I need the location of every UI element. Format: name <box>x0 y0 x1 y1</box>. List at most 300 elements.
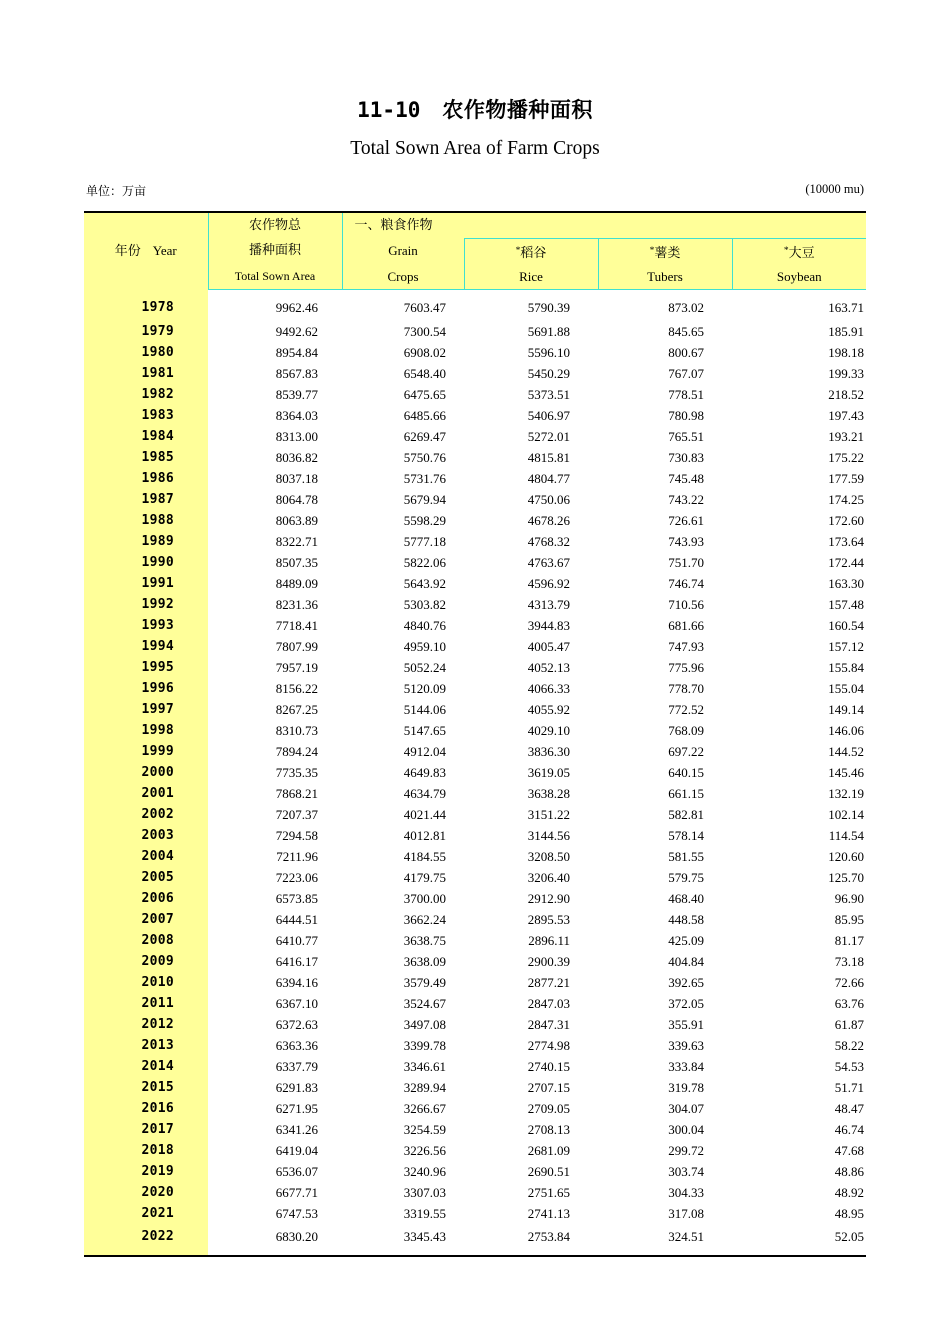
cell-tubers: 751.70 <box>598 552 732 573</box>
cell-tubers: 339.63 <box>598 1035 732 1056</box>
column-header-total-line1: 农作物总 <box>208 212 342 239</box>
cell-soybean: 163.30 <box>732 573 866 594</box>
cell-rice: 3836.30 <box>464 741 598 762</box>
cell-grain-crops: 4649.83 <box>342 762 464 783</box>
cell-year: 1996 <box>84 678 208 699</box>
cell-tubers: 581.55 <box>598 846 732 867</box>
cell-grain-crops: 3346.61 <box>342 1056 464 1077</box>
cell-total-sown-area: 6271.95 <box>208 1098 342 1119</box>
cell-grain-crops: 7300.54 <box>342 321 464 342</box>
cell-grain-crops: 4912.04 <box>342 741 464 762</box>
cell-tubers: 300.04 <box>598 1119 732 1140</box>
cell-total-sown-area: 8156.22 <box>208 678 342 699</box>
cell-total-sown-area: 9492.62 <box>208 321 342 342</box>
table-row <box>84 321 866 342</box>
cell-tubers: 697.22 <box>598 741 732 762</box>
cell-soybean: 61.87 <box>732 1014 866 1035</box>
cell-tubers: 333.84 <box>598 1056 732 1077</box>
cell-tubers: 710.56 <box>598 594 732 615</box>
table-row <box>84 552 866 573</box>
table-row <box>84 720 866 741</box>
cell-grain-crops: 4021.44 <box>342 804 464 825</box>
cell-rice: 4750.06 <box>464 489 598 510</box>
table-row <box>84 1014 866 1035</box>
cell-grain-crops: 6485.66 <box>342 405 464 426</box>
cell-year: 2004 <box>84 846 208 867</box>
cell-year: 2021 <box>84 1203 208 1224</box>
cell-year: 2000 <box>84 762 208 783</box>
cell-total-sown-area: 8539.77 <box>208 384 342 405</box>
cell-rice: 5450.29 <box>464 363 598 384</box>
cell-soybean: 218.52 <box>732 384 866 405</box>
cell-year: 1995 <box>84 657 208 678</box>
cell-rice: 2740.15 <box>464 1056 598 1077</box>
cell-tubers: 579.75 <box>598 867 732 888</box>
cell-total-sown-area: 8231.36 <box>208 594 342 615</box>
table-row <box>84 363 866 384</box>
cell-grain-crops: 3638.09 <box>342 951 464 972</box>
table-row <box>84 468 866 489</box>
cell-soybean: 46.74 <box>732 1119 866 1140</box>
cell-tubers: 778.51 <box>598 384 732 405</box>
cell-tubers: 448.58 <box>598 909 732 930</box>
cell-rice: 2877.21 <box>464 972 598 993</box>
table-row <box>84 951 866 972</box>
cell-total-sown-area: 6416.17 <box>208 951 342 972</box>
cell-total-sown-area: 6363.36 <box>208 1035 342 1056</box>
sown-area-table <box>84 211 866 1257</box>
cell-soybean: 172.60 <box>732 510 866 531</box>
cell-soybean: 72.66 <box>732 972 866 993</box>
cell-year: 2008 <box>84 930 208 951</box>
cell-tubers: 746.74 <box>598 573 732 594</box>
table-row <box>84 678 866 699</box>
cell-total-sown-area: 8313.00 <box>208 426 342 447</box>
cell-soybean: 85.95 <box>732 909 866 930</box>
cell-tubers: 768.09 <box>598 720 732 741</box>
cell-total-sown-area: 7207.37 <box>208 804 342 825</box>
table-row <box>84 657 866 678</box>
table-row <box>84 972 866 993</box>
table-row <box>84 783 866 804</box>
cell-total-sown-area: 8364.03 <box>208 405 342 426</box>
table-row <box>84 426 866 447</box>
cell-soybean: 157.12 <box>732 636 866 657</box>
column-header-soybean-zh <box>732 238 866 264</box>
table-number: 11-10 <box>357 98 421 122</box>
cell-soybean: 149.14 <box>732 699 866 720</box>
cell-soybean: 47.68 <box>732 1140 866 1161</box>
cell-tubers: 726.61 <box>598 510 732 531</box>
soybean-label-zh: 大豆 <box>788 245 815 261</box>
tubers-star-marker: * <box>649 245 655 256</box>
cell-rice: 2847.03 <box>464 993 598 1014</box>
cell-total-sown-area: 6677.71 <box>208 1182 342 1203</box>
cell-year: 2012 <box>84 1014 208 1035</box>
cell-year: 2006 <box>84 888 208 909</box>
cell-soybean: 96.90 <box>732 888 866 909</box>
column-header-tubers-en: Tubers <box>598 264 732 290</box>
cell-year: 2005 <box>84 867 208 888</box>
cell-grain-crops: 6475.65 <box>342 384 464 405</box>
cell-total-sown-area: 6410.77 <box>208 930 342 951</box>
cell-grain-crops: 6548.40 <box>342 363 464 384</box>
cell-year: 1983 <box>84 405 208 426</box>
table-row <box>84 888 866 909</box>
cell-grain-crops: 5777.18 <box>342 531 464 552</box>
cell-grain-crops: 3638.75 <box>342 930 464 951</box>
cell-year: 1982 <box>84 384 208 405</box>
table-row <box>84 531 866 552</box>
cell-total-sown-area: 6573.85 <box>208 888 342 909</box>
cell-rice: 5691.88 <box>464 321 598 342</box>
cell-year: 1984 <box>84 426 208 447</box>
cell-tubers: 747.93 <box>598 636 732 657</box>
cell-rice: 4815.81 <box>464 447 598 468</box>
cell-total-sown-area: 8036.82 <box>208 447 342 468</box>
cell-total-sown-area: 8489.09 <box>208 573 342 594</box>
cell-grain-crops: 6269.47 <box>342 426 464 447</box>
cell-grain-crops: 6908.02 <box>342 342 464 363</box>
column-header-tubers-zh <box>598 238 732 264</box>
cell-rice: 2707.15 <box>464 1077 598 1098</box>
soybean-star-marker: * <box>783 245 789 256</box>
table-row <box>84 867 866 888</box>
cell-year: 2007 <box>84 909 208 930</box>
cell-total-sown-area: 8310.73 <box>208 720 342 741</box>
cell-tubers: 681.66 <box>598 615 732 636</box>
cell-grain-crops: 5643.92 <box>342 573 464 594</box>
cell-year: 2020 <box>84 1182 208 1203</box>
cell-rice: 4055.92 <box>464 699 598 720</box>
cell-year: 1989 <box>84 531 208 552</box>
cell-soybean: 132.19 <box>732 783 866 804</box>
cell-grain-crops: 4184.55 <box>342 846 464 867</box>
cell-grain-crops: 5147.65 <box>342 720 464 741</box>
cell-year: 1998 <box>84 720 208 741</box>
cell-tubers: 800.67 <box>598 342 732 363</box>
cell-soybean: 48.86 <box>732 1161 866 1182</box>
cell-total-sown-area: 8063.89 <box>208 510 342 531</box>
cell-year: 2022 <box>84 1224 208 1256</box>
column-header-rice-zh <box>464 238 598 264</box>
table-row <box>84 1182 866 1203</box>
cell-year: 1979 <box>84 321 208 342</box>
cell-year: 1997 <box>84 699 208 720</box>
cell-tubers: 425.09 <box>598 930 732 951</box>
table-row <box>84 762 866 783</box>
cell-year: 1994 <box>84 636 208 657</box>
cell-rice: 4678.26 <box>464 510 598 531</box>
cell-rice: 2709.05 <box>464 1098 598 1119</box>
cell-total-sown-area: 6291.83 <box>208 1077 342 1098</box>
cell-grain-crops: 5731.76 <box>342 468 464 489</box>
cell-rice: 4768.32 <box>464 531 598 552</box>
cell-tubers: 743.93 <box>598 531 732 552</box>
cell-total-sown-area: 8954.84 <box>208 342 342 363</box>
cell-grain-crops: 4179.75 <box>342 867 464 888</box>
table-row <box>84 1140 866 1161</box>
cell-grain-crops: 5052.24 <box>342 657 464 678</box>
cell-tubers: 324.51 <box>598 1224 732 1256</box>
cell-year: 2014 <box>84 1056 208 1077</box>
cell-soybean: 114.54 <box>732 825 866 846</box>
cell-soybean: 51.71 <box>732 1077 866 1098</box>
cell-year: 2003 <box>84 825 208 846</box>
cell-tubers: 582.81 <box>598 804 732 825</box>
cell-tubers: 640.15 <box>598 762 732 783</box>
header-row-top <box>84 212 866 239</box>
cell-tubers: 730.83 <box>598 447 732 468</box>
cell-year: 1990 <box>84 552 208 573</box>
cell-soybean: 157.48 <box>732 594 866 615</box>
cell-total-sown-area: 6536.07 <box>208 1161 342 1182</box>
cell-tubers: 319.78 <box>598 1077 732 1098</box>
cell-rice: 3206.40 <box>464 867 598 888</box>
cell-year: 1993 <box>84 615 208 636</box>
cell-tubers: 468.40 <box>598 888 732 909</box>
table-row <box>84 384 866 405</box>
cell-total-sown-area: 6341.26 <box>208 1119 342 1140</box>
cell-total-sown-area: 6830.20 <box>208 1224 342 1256</box>
cell-rice: 2751.65 <box>464 1182 598 1203</box>
cell-grain-crops: 5303.82 <box>342 594 464 615</box>
cell-total-sown-area: 7894.24 <box>208 741 342 762</box>
table-container <box>84 204 866 1257</box>
cell-rice: 3944.83 <box>464 615 598 636</box>
cell-rice: 5596.10 <box>464 342 598 363</box>
cell-soybean: 197.43 <box>732 405 866 426</box>
cell-soybean: 48.92 <box>732 1182 866 1203</box>
table-row <box>84 636 866 657</box>
cell-soybean: 63.76 <box>732 993 866 1014</box>
table-row <box>84 804 866 825</box>
cell-rice: 2900.39 <box>464 951 598 972</box>
cell-total-sown-area: 7807.99 <box>208 636 342 657</box>
table-row <box>84 1224 866 1256</box>
cell-total-sown-area: 8037.18 <box>208 468 342 489</box>
cell-rice: 3638.28 <box>464 783 598 804</box>
cell-tubers: 873.02 <box>598 289 732 321</box>
column-header-total-line2: 播种面积 <box>208 238 342 264</box>
cell-soybean: 173.64 <box>732 531 866 552</box>
cell-year: 1981 <box>84 363 208 384</box>
cell-total-sown-area: 8064.78 <box>208 489 342 510</box>
cell-rice: 4596.92 <box>464 573 598 594</box>
cell-grain-crops: 3289.94 <box>342 1077 464 1098</box>
cell-grain-crops: 7603.47 <box>342 289 464 321</box>
cell-year: 2018 <box>84 1140 208 1161</box>
column-header-grain-group <box>342 212 866 239</box>
table-row <box>84 1203 866 1224</box>
column-header-grain-label: 一、粮食作物 <box>354 217 433 233</box>
cell-year: 2010 <box>84 972 208 993</box>
cell-rice: 4763.67 <box>464 552 598 573</box>
rice-star-marker: * <box>515 245 521 256</box>
cell-tubers: 743.22 <box>598 489 732 510</box>
cell-total-sown-area: 7211.96 <box>208 846 342 867</box>
cell-rice: 4029.10 <box>464 720 598 741</box>
cell-total-sown-area: 8322.71 <box>208 531 342 552</box>
cell-year: 2001 <box>84 783 208 804</box>
cell-total-sown-area: 8507.35 <box>208 552 342 573</box>
cell-rice: 5790.39 <box>464 289 598 321</box>
table-row <box>84 1056 866 1077</box>
unit-row <box>84 160 866 204</box>
cell-grain-crops: 3700.00 <box>342 888 464 909</box>
cell-rice: 3619.05 <box>464 762 598 783</box>
cell-grain-crops: 5679.94 <box>342 489 464 510</box>
cell-grain-crops: 4012.81 <box>342 825 464 846</box>
column-header-grain-en1: Grain <box>342 238 464 264</box>
cell-tubers: 355.91 <box>598 1014 732 1035</box>
cell-total-sown-area: 6444.51 <box>208 909 342 930</box>
cell-total-sown-area: 7718.41 <box>208 615 342 636</box>
cell-total-sown-area: 9962.46 <box>208 289 342 321</box>
cell-year: 1987 <box>84 489 208 510</box>
cell-tubers: 765.51 <box>598 426 732 447</box>
cell-soybean: 160.54 <box>732 615 866 636</box>
cell-rice: 2774.98 <box>464 1035 598 1056</box>
table-row <box>84 825 866 846</box>
cell-tubers: 304.07 <box>598 1098 732 1119</box>
cell-grain-crops: 3399.78 <box>342 1035 464 1056</box>
cell-rice: 5272.01 <box>464 426 598 447</box>
cell-rice: 2912.90 <box>464 888 598 909</box>
cell-year: 2019 <box>84 1161 208 1182</box>
cell-tubers: 661.15 <box>598 783 732 804</box>
cell-soybean: 125.70 <box>732 867 866 888</box>
cell-total-sown-area: 6367.10 <box>208 993 342 1014</box>
cell-soybean: 120.60 <box>732 846 866 867</box>
cell-soybean: 52.05 <box>732 1224 866 1256</box>
cell-tubers: 745.48 <box>598 468 732 489</box>
cell-grain-crops: 3345.43 <box>342 1224 464 1256</box>
cell-rice: 4066.33 <box>464 678 598 699</box>
cell-rice: 2690.51 <box>464 1161 598 1182</box>
cell-total-sown-area: 6747.53 <box>208 1203 342 1224</box>
cell-grain-crops: 4840.76 <box>342 615 464 636</box>
cell-soybean: 177.59 <box>732 468 866 489</box>
cell-soybean: 54.53 <box>732 1056 866 1077</box>
cell-total-sown-area: 7735.35 <box>208 762 342 783</box>
cell-total-sown-area: 8567.83 <box>208 363 342 384</box>
cell-soybean: 58.22 <box>732 1035 866 1056</box>
cell-year: 1985 <box>84 447 208 468</box>
unit-label-chinese: 单位：万亩 <box>86 183 147 198</box>
cell-grain-crops: 4634.79 <box>342 783 464 804</box>
cell-tubers: 299.72 <box>598 1140 732 1161</box>
column-header-soybean-en: Soybean <box>732 264 866 290</box>
cell-rice: 3208.50 <box>464 846 598 867</box>
cell-rice: 5373.51 <box>464 384 598 405</box>
cell-tubers: 392.65 <box>598 972 732 993</box>
tubers-label-zh: 薯类 <box>654 245 681 261</box>
column-header-total-en: Total Sown Area <box>208 264 342 290</box>
cell-tubers: 304.33 <box>598 1182 732 1203</box>
cell-total-sown-area: 7294.58 <box>208 825 342 846</box>
cell-tubers: 404.84 <box>598 951 732 972</box>
cell-soybean: 48.47 <box>732 1098 866 1119</box>
cell-soybean: 73.18 <box>732 951 866 972</box>
page-title-english: Total Sown Area of Farm Crops <box>350 138 600 160</box>
table-header <box>84 212 866 290</box>
cell-year: 2016 <box>84 1098 208 1119</box>
cell-grain-crops: 5750.76 <box>342 447 464 468</box>
cell-grain-crops: 5822.06 <box>342 552 464 573</box>
cell-soybean: 172.44 <box>732 552 866 573</box>
cell-soybean: 145.46 <box>732 762 866 783</box>
cell-tubers: 317.08 <box>598 1203 732 1224</box>
column-header-rice-en: Rice <box>464 264 598 290</box>
cell-total-sown-area: 7223.06 <box>208 867 342 888</box>
cell-grain-crops: 5144.06 <box>342 699 464 720</box>
cell-tubers: 778.70 <box>598 678 732 699</box>
cell-year: 2015 <box>84 1077 208 1098</box>
table-body <box>84 289 866 1256</box>
cell-soybean: 174.25 <box>732 489 866 510</box>
cell-tubers: 372.05 <box>598 993 732 1014</box>
cell-rice: 2708.13 <box>464 1119 598 1140</box>
cell-soybean: 144.52 <box>732 741 866 762</box>
table-row <box>84 930 866 951</box>
cell-year: 2002 <box>84 804 208 825</box>
table-row <box>84 342 866 363</box>
cell-rice: 2847.31 <box>464 1014 598 1035</box>
table-row <box>84 909 866 930</box>
cell-soybean: 155.84 <box>732 657 866 678</box>
cell-year: 1986 <box>84 468 208 489</box>
cell-soybean: 198.18 <box>732 342 866 363</box>
cell-tubers: 303.74 <box>598 1161 732 1182</box>
cell-grain-crops: 3266.67 <box>342 1098 464 1119</box>
cell-year: 1992 <box>84 594 208 615</box>
table-row <box>84 405 866 426</box>
cell-soybean: 155.04 <box>732 678 866 699</box>
cell-soybean: 199.33 <box>732 363 866 384</box>
cell-soybean: 175.22 <box>732 447 866 468</box>
cell-grain-crops: 5120.09 <box>342 678 464 699</box>
cell-grain-crops: 3240.96 <box>342 1161 464 1182</box>
cell-grain-crops: 3319.55 <box>342 1203 464 1224</box>
cell-total-sown-area: 7868.21 <box>208 783 342 804</box>
cell-grain-crops: 3497.08 <box>342 1014 464 1035</box>
column-header-year-label: 年份 Year <box>114 242 177 259</box>
cell-rice: 3144.56 <box>464 825 598 846</box>
cell-grain-crops: 3662.24 <box>342 909 464 930</box>
table-row <box>84 489 866 510</box>
cell-grain-crops: 3524.67 <box>342 993 464 1014</box>
cell-tubers: 780.98 <box>598 405 732 426</box>
cell-soybean: 102.14 <box>732 804 866 825</box>
cell-tubers: 767.07 <box>598 363 732 384</box>
cell-soybean: 185.91 <box>732 321 866 342</box>
table-row <box>84 993 866 1014</box>
cell-year: 2017 <box>84 1119 208 1140</box>
cell-grain-crops: 5598.29 <box>342 510 464 531</box>
cell-grain-crops: 3254.59 <box>342 1119 464 1140</box>
table-row <box>84 594 866 615</box>
column-header-grain-en2: Crops <box>342 264 464 290</box>
cell-rice: 2896.11 <box>464 930 598 951</box>
cell-total-sown-area: 8267.25 <box>208 699 342 720</box>
title-chinese-text: 农作物播种面积 <box>442 98 593 122</box>
cell-total-sown-area: 6419.04 <box>208 1140 342 1161</box>
cell-year: 1988 <box>84 510 208 531</box>
table-row <box>84 1161 866 1182</box>
table-row <box>84 1098 866 1119</box>
cell-rice: 2741.13 <box>464 1203 598 1224</box>
